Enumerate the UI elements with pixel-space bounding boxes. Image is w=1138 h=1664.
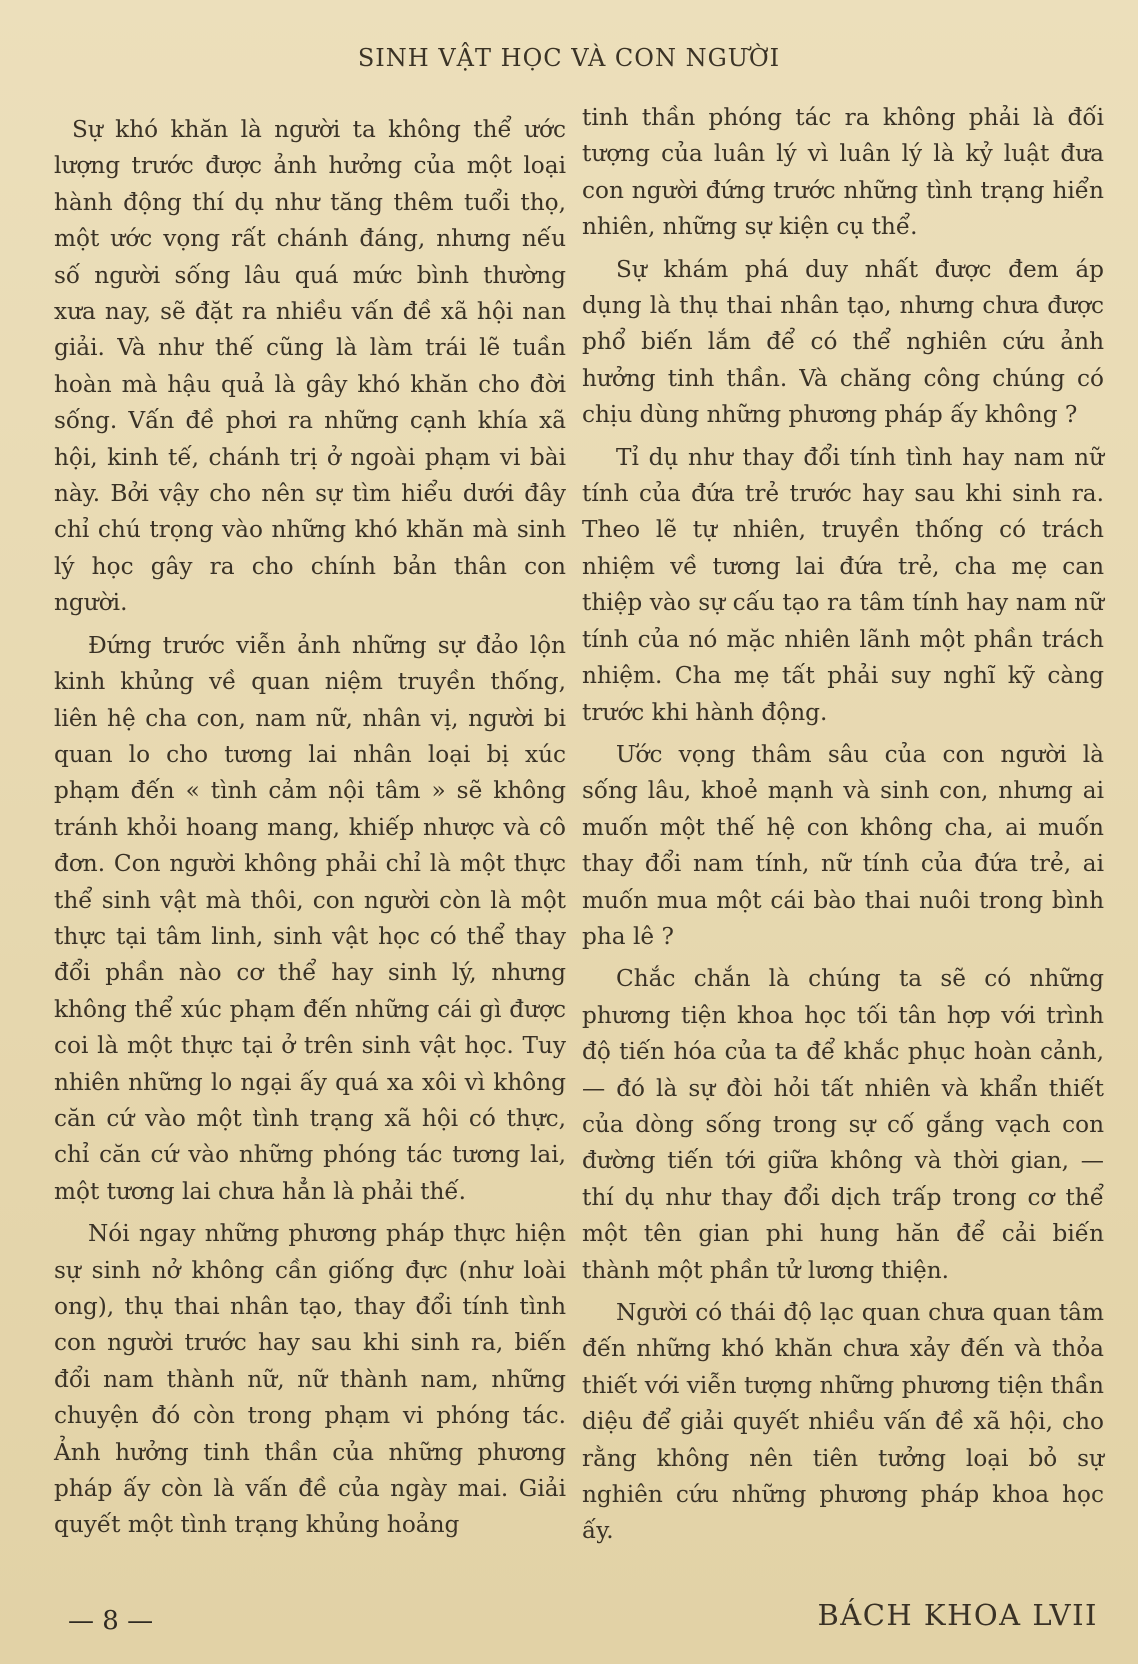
paragraph: Nói ngay những phương pháp thực hiện sự sinh nở không cần giống đực (như loài ong), thụ thai nhân tạo, thay đổi tính tình con người trước hay sau khi sinh ra, biến đổi nam thành nữ, nữ thành nam, những chuyện đó còn trong phạm vi phóng tác. Ảnh hưởng tinh thần của những phương pháp ấy còn là vấn đề của ngày mai. Giải quyết một tình trạng khủng hoảng — [54, 1220, 566, 1539]
left-column — [54, 112, 566, 1544]
paragraph: Đứng trước viễn ảnh những sự đảo lộn kinh khủng về quan niệm truyền thống, liên hệ cha con, nam nữ, nhân vị, người bi quan lo cho tương lai nhân loại bị xúc phạm đến « tình cảm nội tâm » sẽ không tránh khỏi hoang mang, khiếp nhược và cô đơn. Con người không phải chỉ là một thực thể sinh vật mà thôi, con người còn là một thực tại tâm linh, sinh vật học có thể thay đổi phần nào cơ thể hay sinh lý, nhưng không thể xúc phạm đến những cái gì được coi là một thực tại ở trên sinh vật học. Tuy nhiên những lo ngại ấy quá xa xôi vì không căn cứ vào một tình trạng xã hội có thực, chỉ căn cứ vào những phóng tác tương lai, một tương lai chưa hẳn là phải thế. — [54, 631, 566, 1205]
paragraph: Người có thái độ lạc quan chưa quan tâm đến những khó khăn chưa xảy đến và thỏa thiết với viễn tượng những phương tiện thần diệu để giải quyết nhiều vấn đề xã hội, cho rằng không nên tiên tưởng loại bỏ sự nghiên cứu những phương pháp khoa học ấy. — [582, 1299, 1104, 1545]
magazine-name: BÁCH KHOA LVII — [817, 1598, 1098, 1632]
paragraph: Sự khó khăn là người ta không thể ước lượng trước được ảnh hưởng của một loại hành động thí dụ như tăng thêm tuổi thọ, một ước vọng rất chánh đáng, nhưng nếu số người sống lâu quá mức bình thường xưa nay, sẽ đặt ra nhiều vấn đề xã hội nan giải. Và như thế cũng là làm trái lẽ tuần hoàn mà hậu quả là gây khó khăn cho đời sống. Vấn đề phơi ra những cạnh khía xã hội, kinh tế, chánh trị ở ngoài phạm vi bài này. Bởi vậy cho nên sự tìm hiểu dưới đây chỉ chú trọng vào những khó khăn mà sinh lý học gây ra cho chính bản thân con người. — [54, 116, 566, 617]
paragraph: Sự khám phá duy nhất được đem áp dụng là thụ thai nhân tạo, nhưng chưa được phổ biến lắm để có thể nghiên cứu ảnh hưởng tinh thần. Và chăng công chúng có chịu dùng những phương pháp ấy không ? — [582, 255, 1104, 429]
paragraph: Chắc chắn là chúng ta sẽ có những phương tiện khoa học tối tân hợp với trình độ tiến hóa của ta để khắc phục hoàn cảnh, — đó là sự đòi hỏi tất nhiên và khẩn thiết của dòng sống trong sự cố gắng vạch con đường tiến tới giữa không và thời gian, — thí dụ như thay đổi dịch trấp trong cơ thể một tên gian phi hung hăn để cải biến thành một phần tử lương thiện. — [582, 965, 1104, 1284]
page-header-title: SINH VẬT HỌC VÀ CON NGƯỜI — [357, 44, 781, 72]
paragraph: tinh thần phóng tác ra không phải là đối tượng của luân lý vì luân lý là kỷ luật đưa con người đứng trước những tình trạng hiển nhiên, những sự kiện cụ thể. — [582, 104, 1104, 241]
paragraph: Tỉ dụ như thay đổi tính tình hay nam nữ tính của đứa trẻ trước hay sau khi sinh ra. Theo lẽ tự nhiên, truyền thống có trách nhiệm về tương lai đứa trẻ, cha mẹ can thiệp vào sự cấu tạo ra tâm tính hay nam nữ tính của nó mặc nhiên lãnh một phần trách nhiệm. Cha mẹ tất phải suy nghĩ kỹ càng trước khi hành động. — [582, 443, 1104, 726]
right-column — [582, 100, 1104, 1550]
page-number: — 8 — — [68, 1606, 154, 1636]
paragraph: Ước vọng thâm sâu của con người là sống lâu, khoẻ mạnh và sinh con, nhưng ai muốn một thế hệ con không cha, ai muốn thay đổi nam tính, nữ tính của đứa trẻ, ai muốn mua một cái bào thai nuôi trong bình pha lê ? — [582, 740, 1104, 950]
